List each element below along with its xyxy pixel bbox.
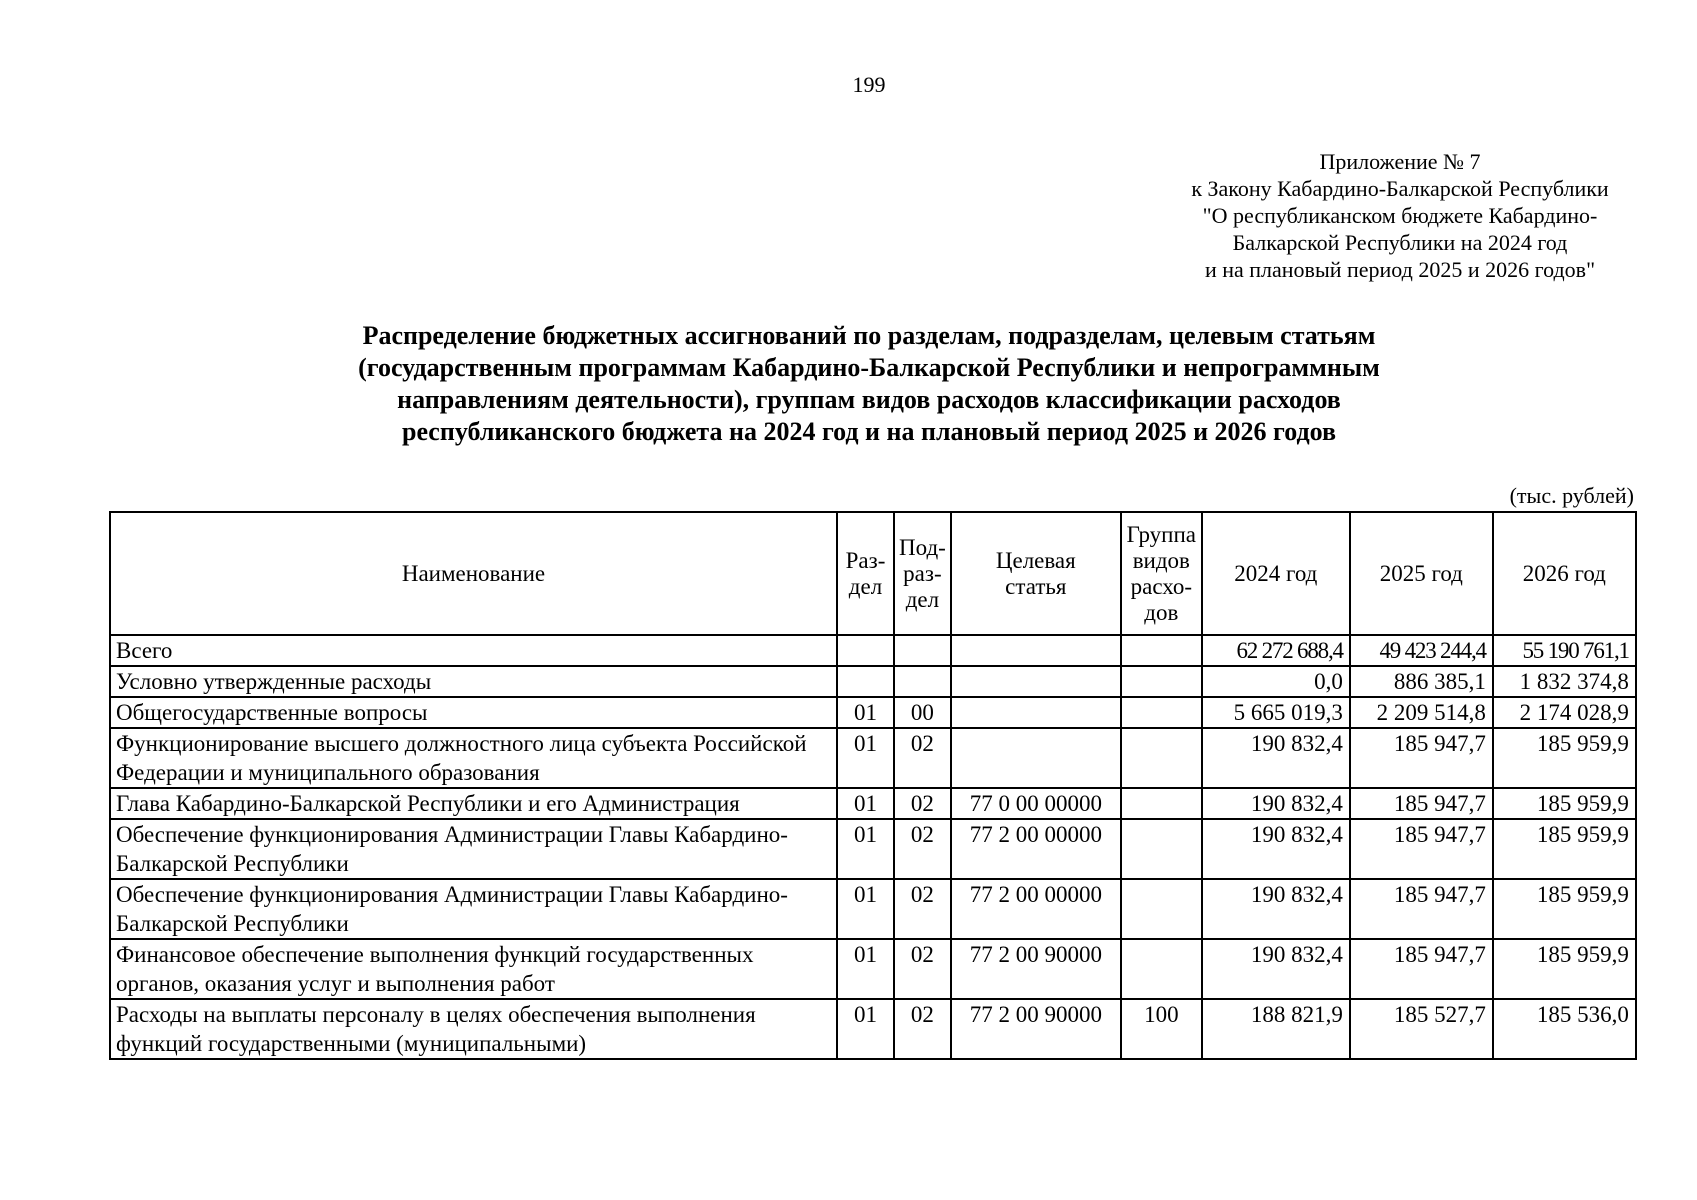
appendix-line: и на плановый период 2025 и 2026 годов" (1204, 257, 1596, 282)
row-2026: 185 959,9 (1493, 788, 1636, 819)
row-name: Всего (110, 635, 837, 666)
row-target: 77 0 00 00000 (951, 788, 1121, 819)
row-group (1121, 879, 1202, 939)
header-name: Наименование (110, 512, 837, 635)
row-subsection: 02 (894, 728, 951, 788)
row-name: Функционирование высшего должностного лица субъекта Российской Федерации и муниципального образования (110, 728, 837, 788)
header-section-line: дел (848, 573, 883, 599)
table-row (110, 697, 1636, 728)
title-line: (государственным программам Кабардино-Балкарской Республики и непрограммным (358, 353, 1380, 382)
table-row (110, 635, 1636, 666)
row-group: 100 (1121, 999, 1202, 1059)
header-group-line: расхо- (1130, 573, 1193, 599)
title-line: Распределение бюджетных ассигнований по разделам, подразделам, целевым статьям (362, 321, 1376, 350)
header-subsection (894, 512, 951, 635)
row-2025: 185 947,7 (1350, 788, 1493, 819)
row-section: 01 (837, 788, 894, 819)
row-subsection: 00 (894, 697, 951, 728)
row-name: Расходы на выплаты персоналу в целях обеспечения выполнения функций государственными (муниципальными) (110, 999, 837, 1059)
row-target: 77 2 00 90000 (951, 999, 1121, 1059)
appendix-line: "О республиканском бюджете Кабардино- (1202, 203, 1598, 228)
header-group-line: видов (1132, 547, 1190, 573)
row-target: 77 2 00 90000 (951, 939, 1121, 999)
row-target (951, 666, 1121, 697)
row-subsection: 02 (894, 819, 951, 879)
header-subsection-line: раз- (903, 560, 942, 586)
header-section-line: Раз- (845, 547, 886, 573)
row-2024: 190 832,4 (1202, 879, 1350, 939)
row-group (1121, 697, 1202, 728)
row-name: Обеспечение функционирования Администрации Главы Кабардино-Балкарской Республики (110, 819, 837, 879)
row-target: 77 2 00 00000 (951, 879, 1121, 939)
row-name: Обеспечение функционирования Администрации Главы Кабардино-Балкарской Республики (110, 879, 837, 939)
row-group (1121, 635, 1202, 666)
row-subsection: 02 (894, 999, 951, 1059)
row-section: 01 (837, 728, 894, 788)
row-2024: 188 821,9 (1202, 999, 1350, 1059)
row-group (1121, 788, 1202, 819)
table-header-row (110, 512, 1636, 635)
table-row (110, 999, 1636, 1059)
row-name: Общегосударственные вопросы (110, 697, 837, 728)
row-section: 01 (837, 819, 894, 879)
header-target-line: Целевая (995, 547, 1076, 573)
row-name: Условно утвержденные расходы (110, 666, 837, 697)
row-section: 01 (837, 999, 894, 1059)
row-2026: 185 959,9 (1493, 939, 1636, 999)
table-row (110, 666, 1636, 697)
table-row (110, 939, 1636, 999)
row-group (1121, 819, 1202, 879)
row-2024: 190 832,4 (1202, 788, 1350, 819)
header-2026: 2026 год (1493, 512, 1636, 635)
row-section: 01 (837, 697, 894, 728)
appendix-line: Приложение № 7 (1319, 149, 1481, 174)
row-2025: 185 947,7 (1350, 939, 1493, 999)
row-2026: 1 832 374,8 (1493, 666, 1636, 697)
row-group (1121, 666, 1202, 697)
header-group (1121, 512, 1202, 635)
table-row (110, 728, 1636, 788)
row-2026: 185 959,9 (1493, 879, 1636, 939)
header-section (837, 512, 894, 635)
document-title (0, 320, 1697, 448)
row-2025: 2 209 514,8 (1350, 697, 1493, 728)
row-target: 77 2 00 00000 (951, 819, 1121, 879)
row-name: Финансовое обеспечение выполнения функций государственных органов, оказания услуг и выполнения работ (110, 939, 837, 999)
appendix-line: к Закону Кабардино-Балкарской Республики (1191, 176, 1609, 201)
row-section (837, 635, 894, 666)
title-line: республиканского бюджета на 2024 год и на плановый период 2025 и 2026 годов (401, 417, 1337, 446)
row-2024: 0,0 (1202, 666, 1350, 697)
row-2025: 185 947,7 (1350, 819, 1493, 879)
row-name: Глава Кабардино-Балкарской Республики и его Администрация (110, 788, 837, 819)
page-number: 199 (852, 72, 886, 97)
row-2026: 185 536,0 (1493, 999, 1636, 1059)
row-target (951, 697, 1121, 728)
row-2026: 2 174 028,9 (1493, 697, 1636, 728)
budget-table (109, 511, 1637, 1060)
row-subsection: 02 (894, 879, 951, 939)
row-group (1121, 728, 1202, 788)
row-2024: 190 832,4 (1202, 819, 1350, 879)
header-2025: 2025 год (1350, 512, 1493, 635)
row-section (837, 666, 894, 697)
row-2024: 62 272 688,4 (1202, 635, 1350, 666)
row-subsection: 02 (894, 939, 951, 999)
row-2026: 185 959,9 (1493, 819, 1636, 879)
row-2025: 49 423 244,4 (1350, 635, 1493, 666)
row-subsection (894, 666, 951, 697)
row-section: 01 (837, 879, 894, 939)
row-group (1121, 939, 1202, 999)
row-2024: 5 665 019,3 (1202, 697, 1350, 728)
row-2024: 190 832,4 (1202, 728, 1350, 788)
title-line: направлениям деятельности), группам видов расходов классификации расходов (397, 385, 1341, 414)
row-subsection: 02 (894, 788, 951, 819)
row-2025: 185 527,7 (1350, 999, 1493, 1059)
table-row (110, 819, 1636, 879)
header-group-line: дов (1144, 599, 1179, 625)
row-subsection (894, 635, 951, 666)
row-2026: 185 959,9 (1493, 728, 1636, 788)
row-2025: 185 947,7 (1350, 879, 1493, 939)
header-2024: 2024 год (1202, 512, 1350, 635)
row-2025: 185 947,7 (1350, 728, 1493, 788)
header-subsection-line: Под- (899, 534, 946, 560)
header-subsection-line: дел (905, 586, 940, 612)
header-target (951, 512, 1121, 635)
appendix-header (1150, 148, 1650, 283)
table-row (110, 788, 1636, 819)
header-target-line: статья (1005, 573, 1067, 599)
row-2026: 55 190 761,1 (1493, 635, 1636, 666)
table-row (110, 879, 1636, 939)
units-label: (тыс. рублей) (1509, 483, 1634, 508)
row-target (951, 728, 1121, 788)
appendix-line: Балкарской Республики на 2024 год (1232, 230, 1568, 255)
row-target (951, 635, 1121, 666)
row-section: 01 (837, 939, 894, 999)
row-2025: 886 385,1 (1350, 666, 1493, 697)
header-group-line: Группа (1126, 521, 1196, 547)
row-2024: 190 832,4 (1202, 939, 1350, 999)
